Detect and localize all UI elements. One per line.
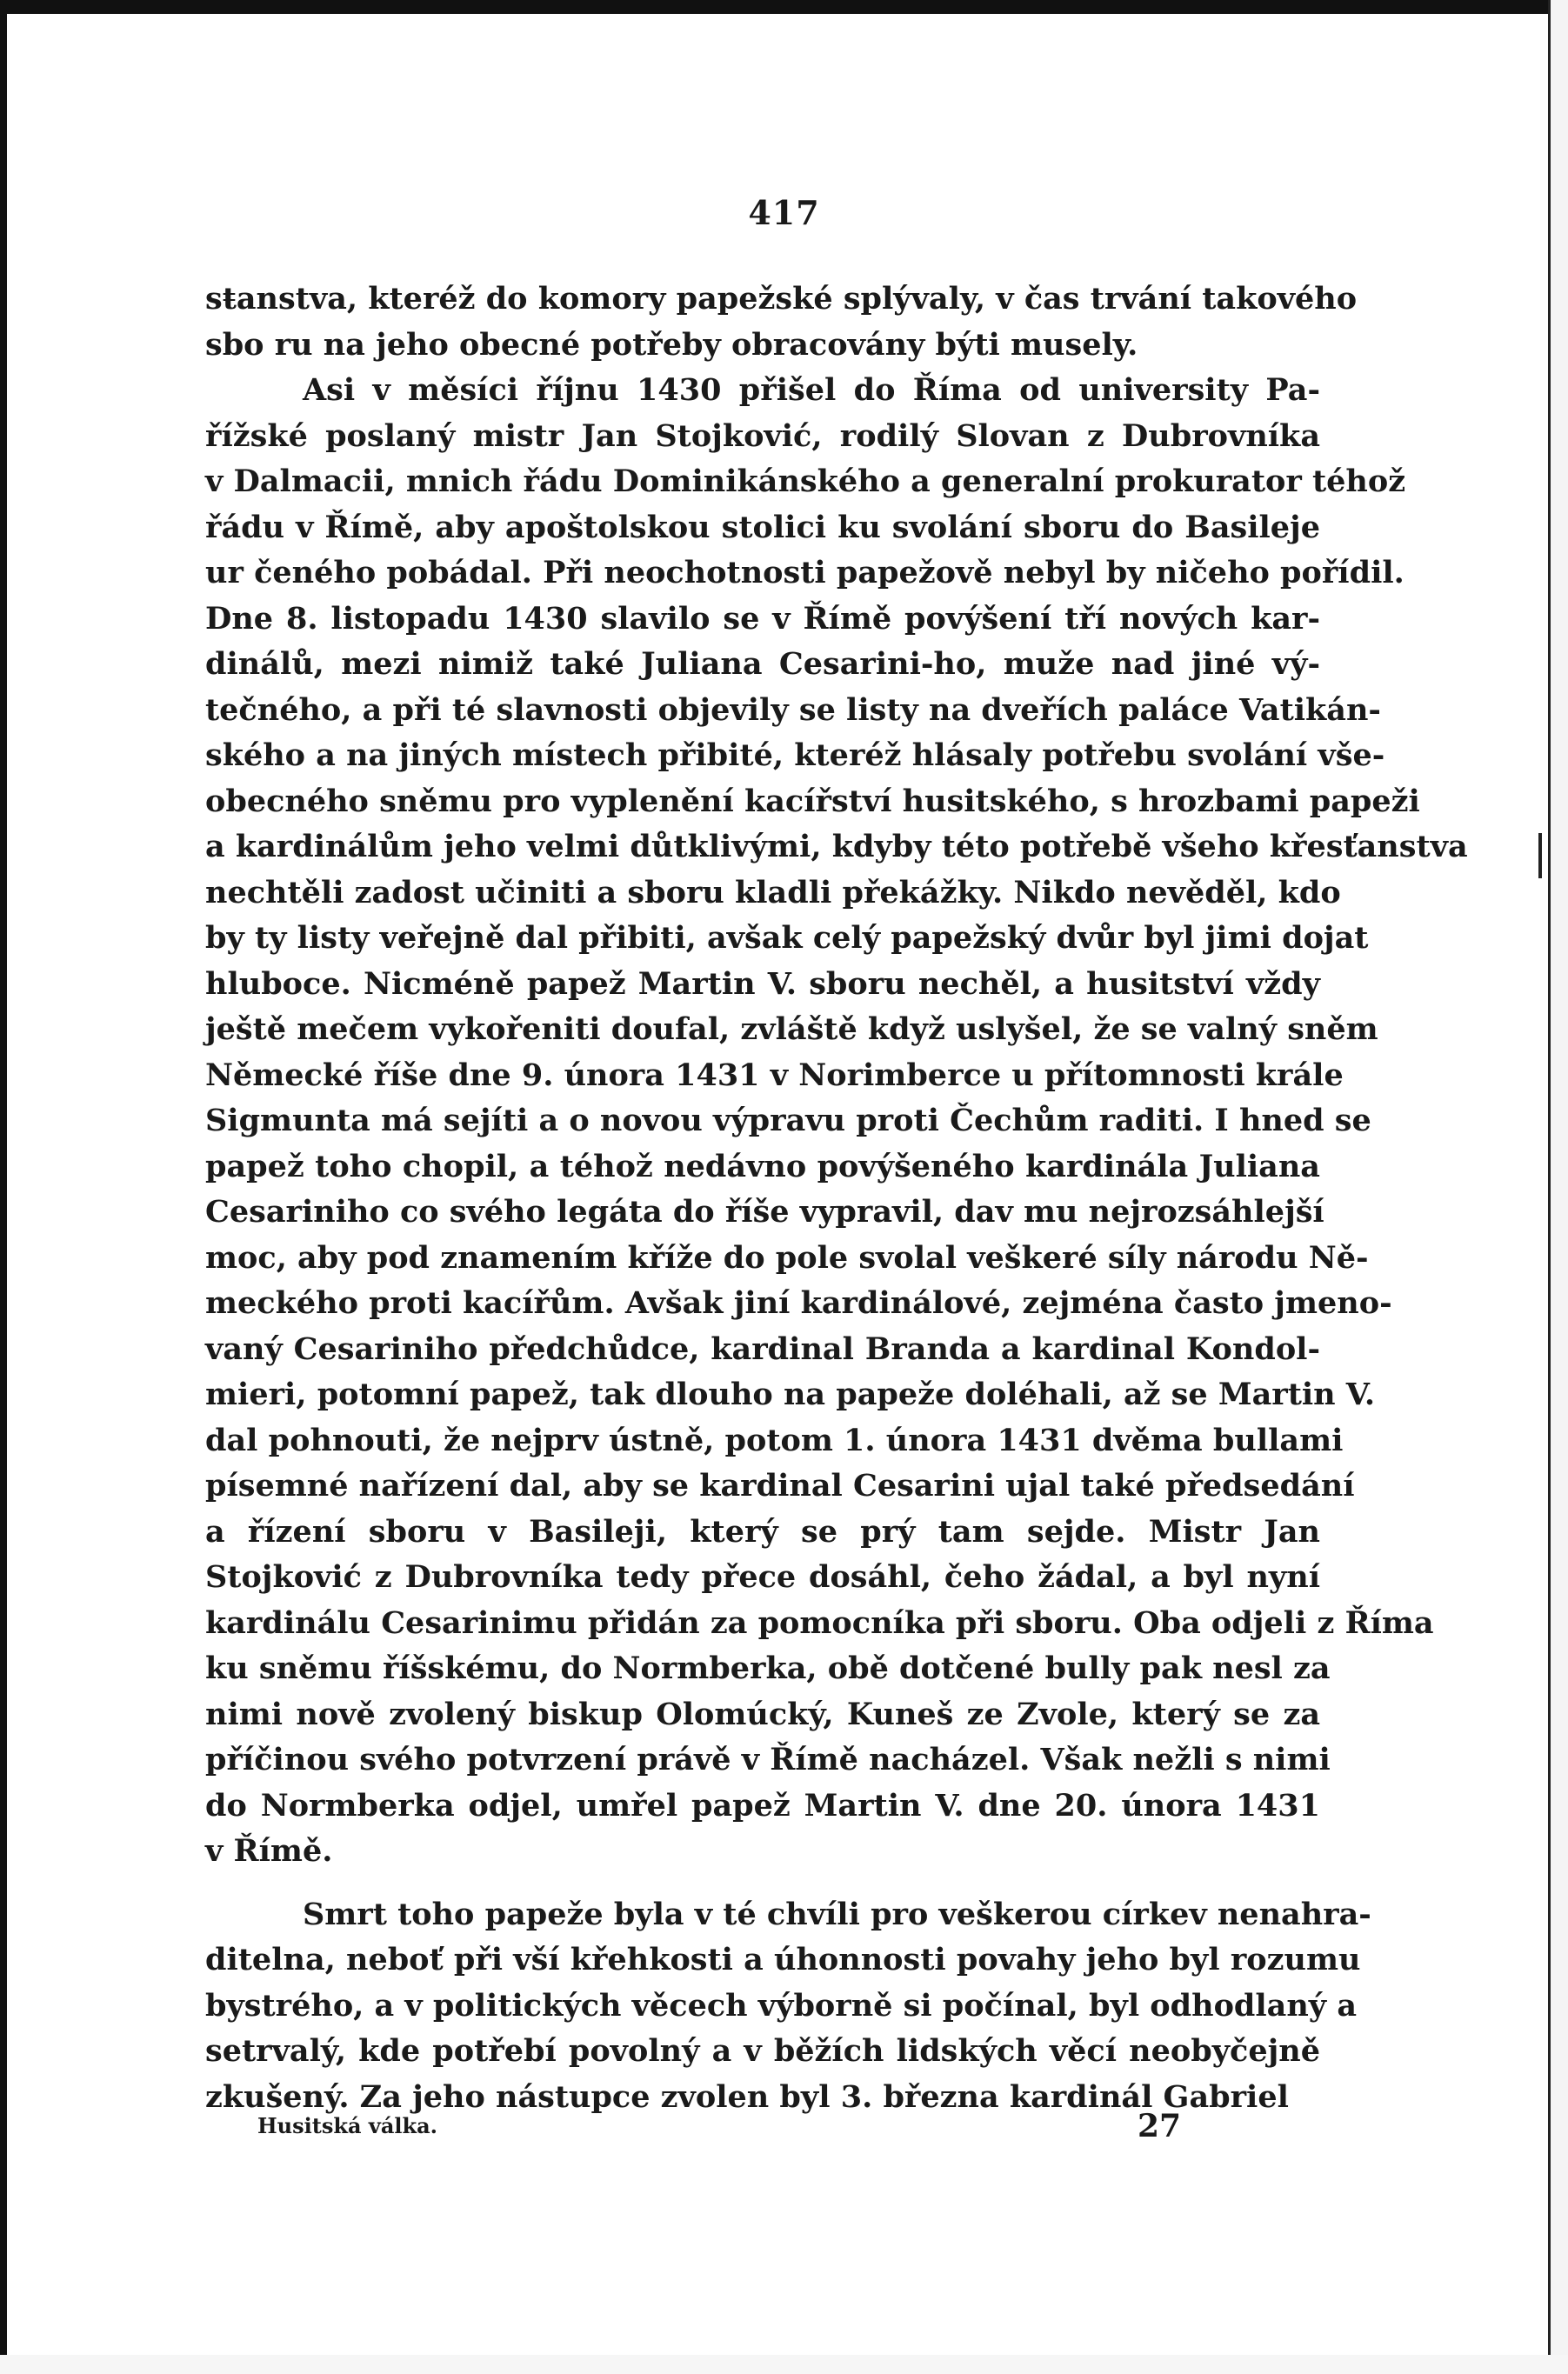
text-line: sŧanstva, kteréž do komory papežské splývaly, v čas trvání takového — [205, 281, 1358, 317]
text-line: do Normberka odjel, umřel papež Martin V. dne 20. února 1431 — [205, 1787, 1320, 1824]
scan-border-bottom — [0, 2355, 1568, 2374]
text-line: Smrt toho papeže byla v té chvíli pro veškerou církev nenahra- — [303, 1896, 1371, 1932]
text-line: tečného, a při té slavnosti objevily se listy na dveřích paláce Vatikán- — [205, 691, 1381, 728]
text-line: meckého proti kacířům. Avšak jiní kardinálové, zejména často jmeno- — [205, 1285, 1392, 1321]
text-line: a řízení sboru v Basileji, který se prý tam sejde. Mistr Jan — [205, 1513, 1320, 1550]
text-line: Německé říše dne 9. února 1431 v Norimberce u přítomnosti krále — [205, 1057, 1344, 1093]
text-line: ještě mečem vykořeniti doufal, zvláště když uslyšel, že se valný sněm — [205, 1011, 1378, 1047]
text-line: hluboce. Nicméně papež Martin V. sboru nechěl, a husitství vždy — [205, 965, 1320, 1002]
scan-border-left — [0, 0, 7, 2374]
text-line: mieri, potomní papež, tak dlouho na papeže doléhali, až se Martin V. — [205, 1377, 1376, 1412]
footer-sheet-number: 27 — [1138, 2108, 1182, 2144]
text-line: obecného sněmu pro vyplenění kacířství husitského, s hrozbami papeži — [205, 783, 1420, 819]
text-line: zkušený. Za jeho nástupce zvolen byl 3. března kardinál Gabriel — [205, 2078, 1289, 2115]
scan-border-top — [0, 0, 1568, 14]
text-line: Cesariniho co svého legáta do říše vypravil, dav mu nejrozsáhlejší — [205, 1194, 1324, 1230]
text-line: ditelna, neboť při vší křehkosti a úhonnosti povahy jeho byl rozumu — [205, 1942, 1361, 1977]
text-line: a kardinálům jeho velmi důtklivými, kdyby této potřebě všeho křesťanstva — [205, 829, 1468, 864]
text-line: Sigmunta má sejíti a o novou výpravu proti Čechům raditi. I hned se — [205, 1103, 1371, 1138]
text-line: setrvalý, kde potřebí povolný a v běžích lidských věcí neobyčejně — [205, 2033, 1320, 2069]
text-line: Asi v měsíci říjnu 1430 přišel do Říma od university Pa- — [303, 372, 1320, 408]
text-line: kardinálu Cesarinimu přidán za pomocníka při sboru. Oba odjeli z Říma — [205, 1604, 1434, 1641]
text-line: sbo ru na jeho obecné potřeby obracovány býti musely. — [205, 326, 1138, 363]
page-number: 417 — [748, 193, 820, 232]
text-line: by ty listy veřejně dal přibiti, avšak celý papežský dvůr byl jimi dojat — [205, 920, 1369, 956]
text-line: v Římě. — [205, 1833, 333, 1869]
text-line: Dne 8. listopadu 1430 slavilo se v Římě povýšení tří nových kar- — [205, 600, 1320, 637]
text-line: Stojković z Dubrovníka tedy přece dosáhl, čeho žádal, a byl nyní — [205, 1559, 1320, 1595]
text-line: ur čeného pobádal. Při neochotnosti papežově nebyl by ničeho pořídil. — [205, 555, 1405, 590]
text-line: nimi nově zvolený biskup Olomúcký, Kuneš ze Zvole, který se za — [205, 1696, 1320, 1732]
text-line: papež toho chopil, a téhož nedávno povýšeného kardinála Juliana — [205, 1148, 1320, 1184]
text-body — [205, 277, 1468, 2120]
text-line: příčinou svého potvrzení právě v Římě nacházel. Však nežli s nimi — [205, 1742, 1331, 1777]
paragraph — [205, 1892, 1371, 2121]
text-line: ku sněmu říšskému, do Normberka, obě dotčené bully pak nesl za — [205, 1650, 1331, 1686]
text-line: ského a na jiných místech přibité, kteréž hlásaly potřebu svolání vše- — [205, 737, 1385, 773]
text-line: písemné nařízení dal, aby se kardinal Cesarini ujal také předsedání — [205, 1468, 1355, 1504]
text-line: v Dalmacii, mnich řádu Dominikánského a generalní prokurator téhož — [205, 463, 1406, 499]
text-line: dinálů, mezi nimiž také Juliana Cesarini-ho, muže nad jiné vý- — [205, 646, 1320, 682]
paragraph — [205, 368, 1468, 1875]
paragraph-gap — [205, 1875, 1320, 1892]
paragraph — [205, 277, 1358, 368]
text-line: moc, aby pod znamením kříže do pole svolal veškeré síly národu Ně- — [205, 1239, 1369, 1276]
text-line: nechtěli zadost učiniti a sboru kladli překážky. Nikdo nevěděl, kdo — [205, 874, 1341, 910]
footer-signature: Husitská válka. — [257, 2113, 438, 2138]
text-line: dal pohnouti, že nejprv ústně, potom 1. února 1431 dvěma bullami — [205, 1422, 1344, 1458]
scan-margin-mark — [1538, 833, 1542, 878]
scan-border-right — [1548, 0, 1568, 2374]
text-line: vaný Cesariniho předchůdce, kardinal Branda a kardinal Kondol- — [205, 1330, 1320, 1367]
text-line: řádu v Římě, aby apoštolskou stolici ku svolání sboru do Basileje — [205, 509, 1320, 545]
text-line: řížské poslaný mistr Jan Stojković, rodilý Slovan z Dubrovníka — [205, 417, 1320, 454]
text-line: bystrého, a v politických věcech výborně si počínal, byl odhodlaný a — [205, 1987, 1358, 2024]
